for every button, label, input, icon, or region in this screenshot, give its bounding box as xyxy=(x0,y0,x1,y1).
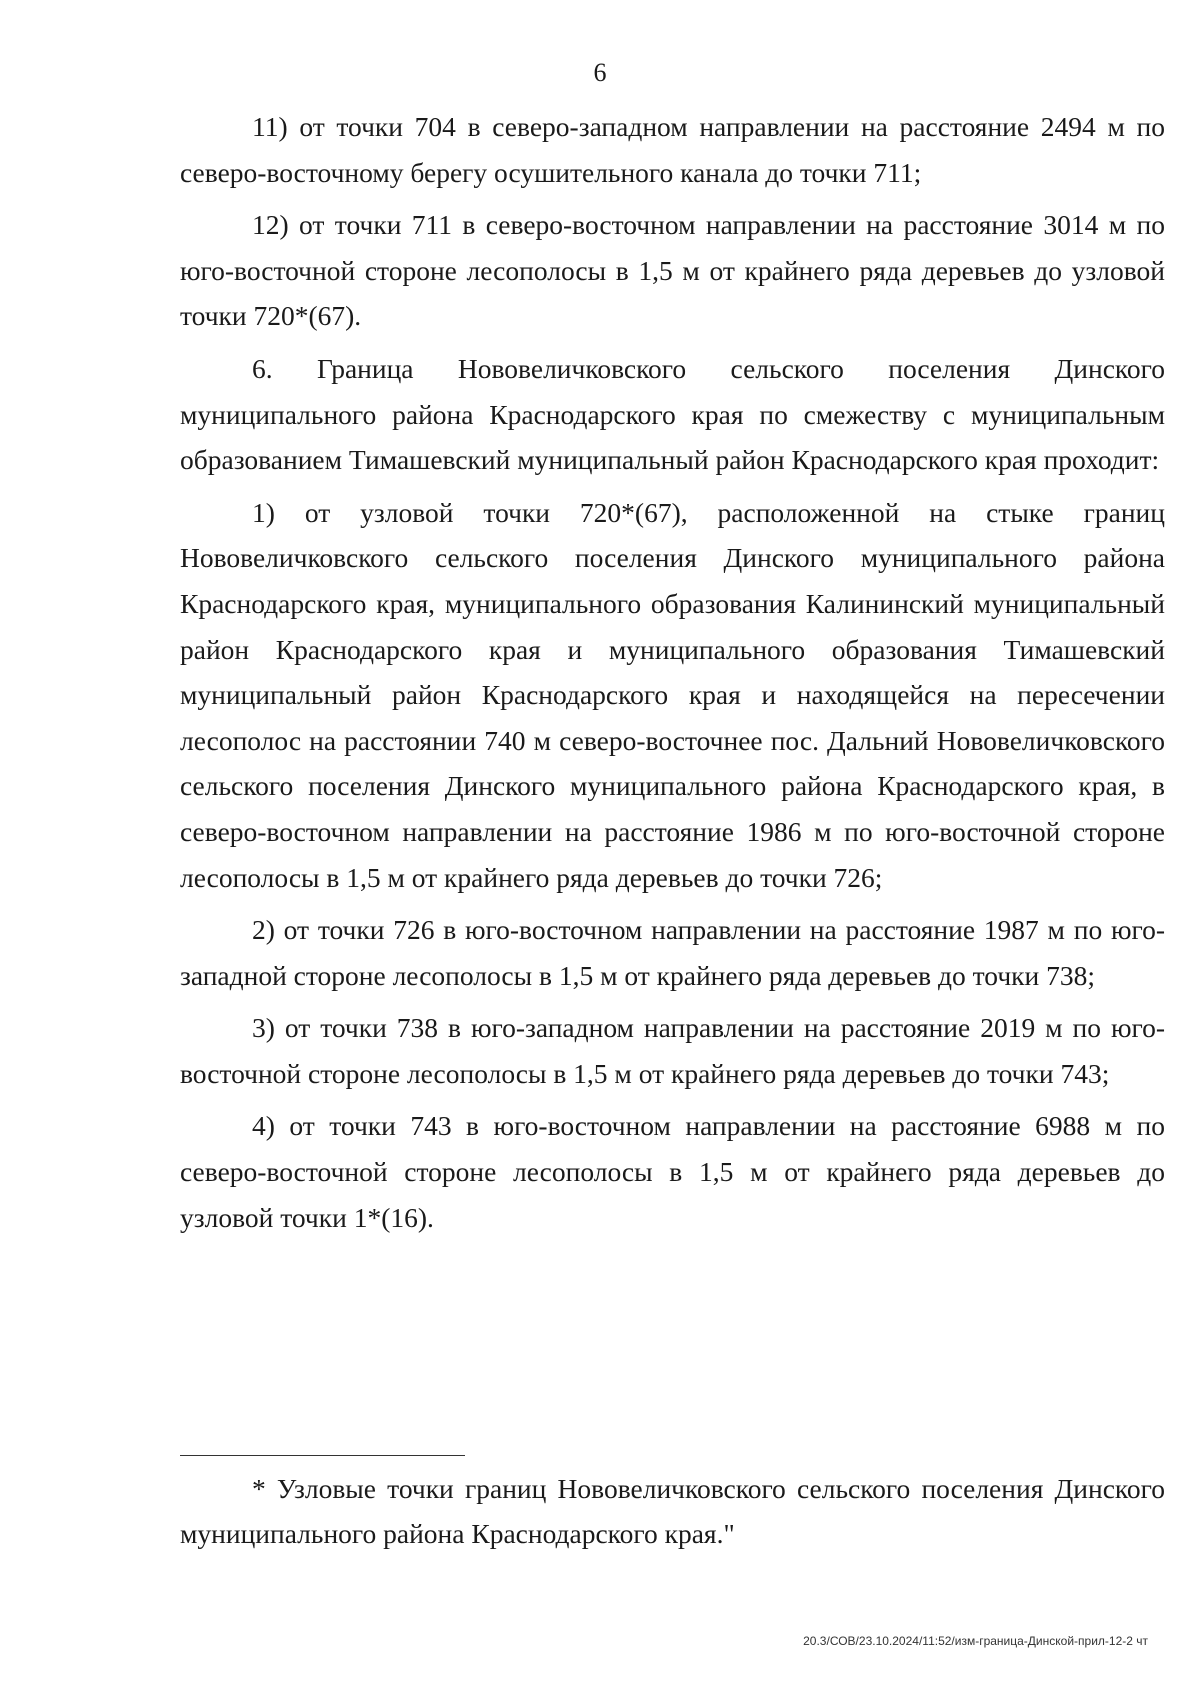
body-text xyxy=(180,104,1165,1247)
footnote-divider xyxy=(180,1455,465,1456)
paragraph-item-1: 1) от узловой точки 720*(67), расположенной на стыке границ Нововеличковского сельского поселения Динского муниципального района Краснодарского края, муниципального образования Калининский муниципальный район Краснодарского края и муниципального образования Тимашевский муниципальный район Краснодарского края и находящейся на пересечении лесополос на расстоянии 740 м северо-восточнее пос. Дальний Нововеличковского сельского поселения Динского муниципального района Краснодарского края, в северо-восточном направлении на расстояние 1986 м по юго-восточной стороне лесополосы в 1,5 м от крайнего ряда деревьев до точки 726; xyxy=(180,496,1165,893)
document-id: 20.3/СОВ/23.10.2024/11:52/изм-граница-Динской-прил-12-2 чт xyxy=(803,1634,1148,1648)
footnote: * Узловые точки границ Нововеличковского сельского поселения Динского муниципального района Краснодарского края." xyxy=(180,1473,1165,1549)
paragraph-item-11: 11) от точки 704 в северо-западном направлении на расстояние 2494 м по северо-восточному берегу осушительного канала до точки 711; xyxy=(180,111,1165,188)
paragraph-item-2: 2) от точки 726 в юго-восточном направлении на расстояние 1987 м по юго-западной стороне лесополосы в 1,5 м от крайнего ряда деревьев до точки 738; xyxy=(180,914,1165,991)
paragraph-section-6: 6. Граница Нововеличковского сельского поселения Динского муниципального района Краснодарского края по смежеству с муниципальным образованием Тимашевский муниципальный район Краснодарского края проходит: xyxy=(180,352,1165,476)
page-number: 6 xyxy=(593,58,607,87)
paragraph-item-3: 3) от точки 738 в юго-западном направлении на расстояние 2019 м по юго-восточной стороне лесополосы в 1,5 м от крайнего ряда деревьев до точки 743; xyxy=(180,1012,1165,1089)
paragraph-item-12: 12) от точки 711 в северо-восточном направлении на расстояние 3014 м по юго-восточной стороне лесополосы в 1,5 м от крайнего ряда деревьев до узловой точки 720*(67). xyxy=(180,209,1165,332)
paragraph-item-4: 4) от точки 743 в юго-восточном направлении на расстояние 6988 м по северо-восточной стороне лесополосы в 1,5 м от крайнего ряда деревьев до узловой точки 1*(16). xyxy=(180,1110,1165,1233)
